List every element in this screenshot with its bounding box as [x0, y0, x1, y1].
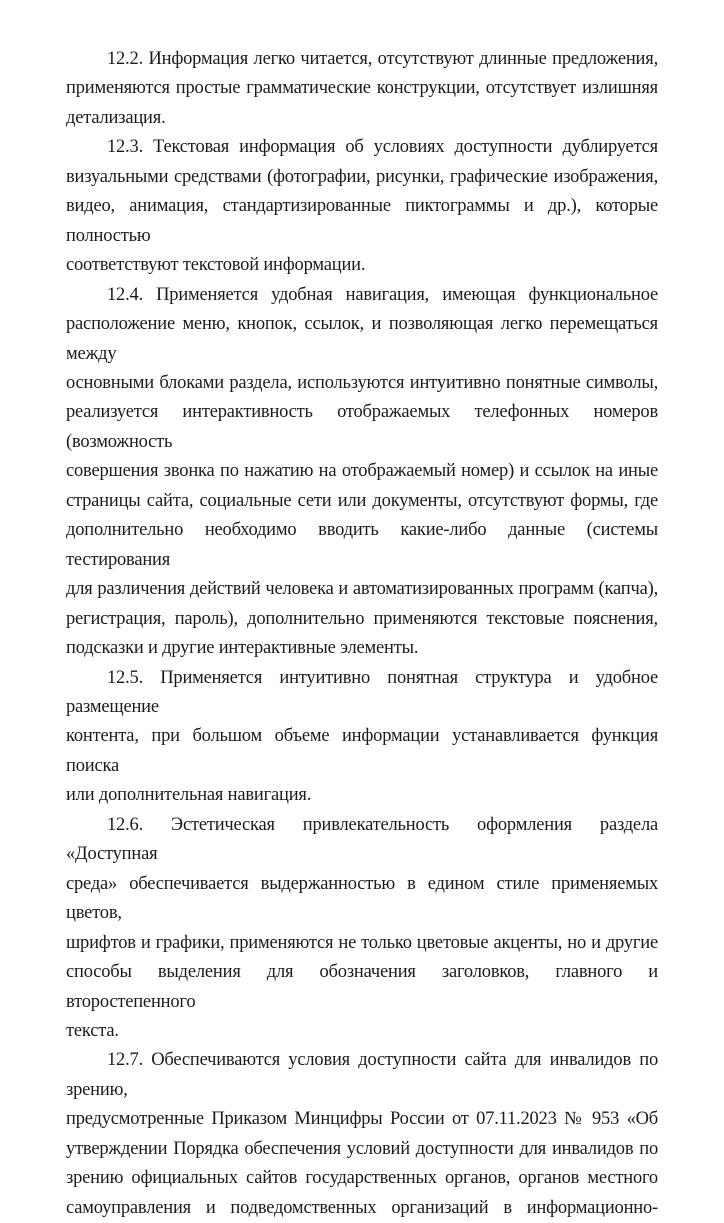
paragraph-12-3 [66, 133, 658, 280]
text-line: видео, анимация, стандартизированные пиктограммы и др.), которые полностью [66, 196, 658, 246]
text-line: 12.2. Информация легко читается, отсутствуют длинные предложения, [107, 49, 658, 69]
text-line: шрифтов и графики, применяются не только цветовые акценты, но и другие [66, 932, 658, 953]
text-line: 12.6. Эстетическая привлекательность оформления раздела «Доступная [66, 814, 658, 865]
text-line: реализуется интерактивность отображаемых телефонных номеров (возможность [66, 402, 658, 452]
paragraph-12-7 [66, 1046, 658, 1223]
text-line: зрению официальных сайтов государственных органов, органов местного [66, 1168, 658, 1189]
text-line: текста. [66, 1020, 119, 1041]
text-line: 12.5. Применяется интуитивно понятная структура и удобное размещение [66, 667, 658, 717]
text-line: основными блоками раздела, используются интуитивно понятные символы, [66, 372, 658, 393]
text-line: или дополнительная навигация. [66, 785, 312, 806]
text-line: соответствуют текстовой информации. [66, 255, 366, 276]
text-line: совершения звонка по нажатию на отображаемый номер) и ссылок на иные [66, 461, 658, 482]
text-line: утверждении Порядка обеспечения условий доступности для инвалидов по [66, 1138, 658, 1159]
text-line: регистрация, пароль), дополнительно применяются текстовые пояснения, [66, 608, 658, 629]
text-line: 12.3. Текстовая информация об условиях доступности дублируется [107, 137, 658, 158]
text-line: страницы сайта, социальные сети или документы, отсутствуют формы, где [66, 490, 658, 511]
document-text-block [66, 45, 658, 1223]
text-line: способы выделения для обозначения заголовков, главного и второстепенного [66, 962, 658, 1012]
text-line: детализация. [66, 107, 166, 128]
text-line: расположение меню, кнопок, ссылок, и позволяющая легко перемещаться между [66, 314, 658, 364]
text-line: 12.7. Обеспечиваются условия доступности сайта для инвалидов по зрению, [66, 1050, 658, 1100]
text-line: подсказки и другие интерактивные элементы. [66, 638, 419, 659]
text-line: контента, при большом объеме информации устанавливается функция поиска [66, 726, 658, 776]
text-line: для различения действий человека и автоматизированных программ (капча), [66, 579, 658, 600]
paragraph-12-5 [66, 664, 658, 811]
text-line: дополнительно необходимо вводить какие-либо данные (системы тестирования [66, 520, 658, 570]
paragraph-12-2 [66, 45, 658, 133]
paragraph-12-6 [66, 811, 658, 1047]
text-line: самоуправления и подведомственных организаций в информационно- [66, 1197, 658, 1218]
text-line: предусмотренные Приказом Минцифры России от 07.11.2023 № 953 «Об [66, 1109, 658, 1130]
text-line: среда» обеспечивается выдержанностью в едином стиле применяемых цветов, [66, 873, 658, 924]
text-line: применяются простые грамматические конструкции, отсутствует излишняя [66, 78, 658, 99]
paragraph-12-4 [66, 281, 658, 664]
text-line: 12.4. Применяется удобная навигация, имеющая функциональное [107, 284, 658, 305]
text-line: визуальными средствами (фотографии, рисунки, графические изображения, [66, 166, 658, 187]
